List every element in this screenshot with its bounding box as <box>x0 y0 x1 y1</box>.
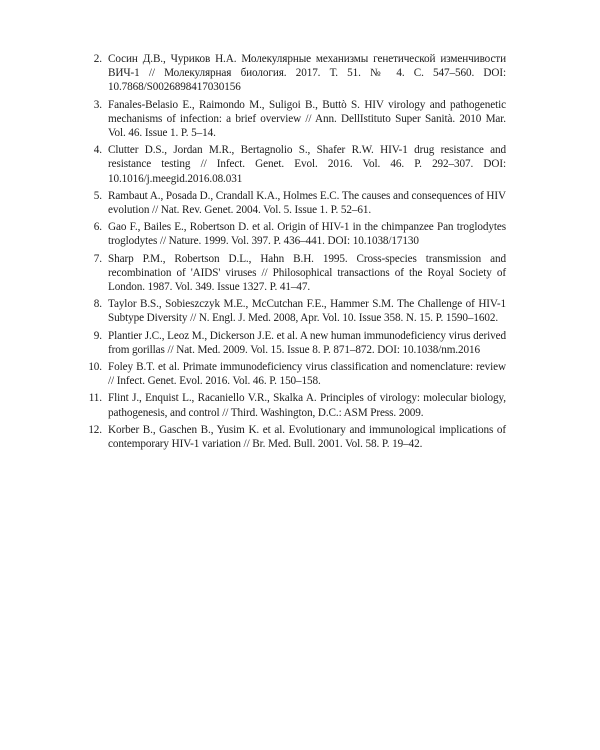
reference-item <box>86 98 506 141</box>
reference-number: 3. <box>93 98 102 111</box>
reference-text: Gao F., Bailes E., Robertson D. et al. Origin of HIV-1 in the chimpanzee Pan troglodytes troglodytes // Nature. 1999. Vol. 397. P. 436–441. DOI: 10.1038/17130 <box>108 221 506 248</box>
reference-item <box>86 52 506 95</box>
reference-number: 5. <box>93 189 102 202</box>
reference-item <box>86 391 506 419</box>
reference-number: 12. <box>88 423 102 436</box>
reference-number: 9. <box>93 329 102 342</box>
reference-text: Flint J., Enquist L., Racaniello V.R., Skalka A. Principles of virology: molecular biology, pathogenesis, and control // Third. Washington, D.C.: ASM Press. 2009. <box>108 392 506 419</box>
reference-number: 2. <box>93 53 102 65</box>
reference-text: Rambaut A., Posada D., Crandall K.A., Holmes E.C. The causes and consequences of HIV evolution // Nat. Rev. Genet. 2004. Vol. 5. Issue 1. P. 52–61. <box>108 189 506 217</box>
reference-number: 8. <box>93 298 102 311</box>
reference-item <box>86 189 506 217</box>
reference-text: Plantier J.C., Leoz M., Dickerson J.E. et al. A new human immunodeficiency virus derived from gorillas // Nat. Med. 2009. Vol. 15. Issue 8. P. 871–872. DOI: 10.1038/nm.2016 <box>108 329 506 356</box>
reference-number: 7. <box>93 252 102 265</box>
reference-text: Clutter D.S., Jordan M.R., Bertagnolio S., Shafer R.W. HIV-1 drug resistance and resistance testing // Infect. Genet. Evol. 2016. Vol. 46. P. 292–307. DOI: 10.1016/j.meegid.2016.08.031 <box>108 144 506 185</box>
reference-text: Fanales-Belasio E., Raimondo M., Suligoi B., Buttò S. HIV virology and pathogenetic mechanisms of infection: a brief overview // Ann. DellIstituto Super Sanità. 2010 Mar. Vol. 46. Issue 1. P. 5–14. <box>108 98 506 140</box>
reference-text: Foley B.T. et al. Primate immunodeficiency virus classification and nomenclature: review // Infect. Genet. Evol. 2016. Vol. 46. P. 150–158. <box>108 361 506 388</box>
reference-item <box>86 252 506 295</box>
reference-number: 4. <box>93 144 102 157</box>
reference-item <box>86 423 506 451</box>
reference-number: 6. <box>93 221 102 234</box>
reference-list <box>86 52 506 454</box>
reference-text: Сосин Д.В., Чуриков Н.А. Молекулярные механизмы генетической изменчивости ВИЧ-1 // Молекулярная биология. 2017. Т. 51. № 4. С. 547–560. DOI: 10.7868/S0026898417030156 <box>108 53 506 94</box>
reference-text: Korber B., Gaschen B., Yusim K. et al. Evolutionary and immunological implications of contemporary HIV-1 variation // Br. Med. Bull. 2001. Vol. 58. P. 19–42. <box>108 423 506 451</box>
reference-item <box>86 297 506 325</box>
reference-item <box>86 220 506 248</box>
reference-number: 11. <box>88 392 102 405</box>
reference-item <box>86 143 506 186</box>
reference-number: 10. <box>88 361 102 374</box>
reference-text: Taylor B.S., Sobieszczyk M.E., McCutchan F.E., Hammer S.M. The Challenge of HIV-1 Subtype Diversity // N. Engl. J. Med. 2008, Apr. Vol. 10. Issue 358. N. 15. P. 1590–1602. <box>108 298 506 325</box>
reference-item <box>86 329 506 357</box>
reference-text: Sharp P.M., Robertson D.L., Hahn B.H. 1995. Cross-species transmission and recombination of 'AIDS' viruses // Philosophical transactions of the Royal Society of London. 1987. Vol. 349. Issue 1327. P. 41–47. <box>108 252 506 294</box>
reference-item <box>86 360 506 388</box>
